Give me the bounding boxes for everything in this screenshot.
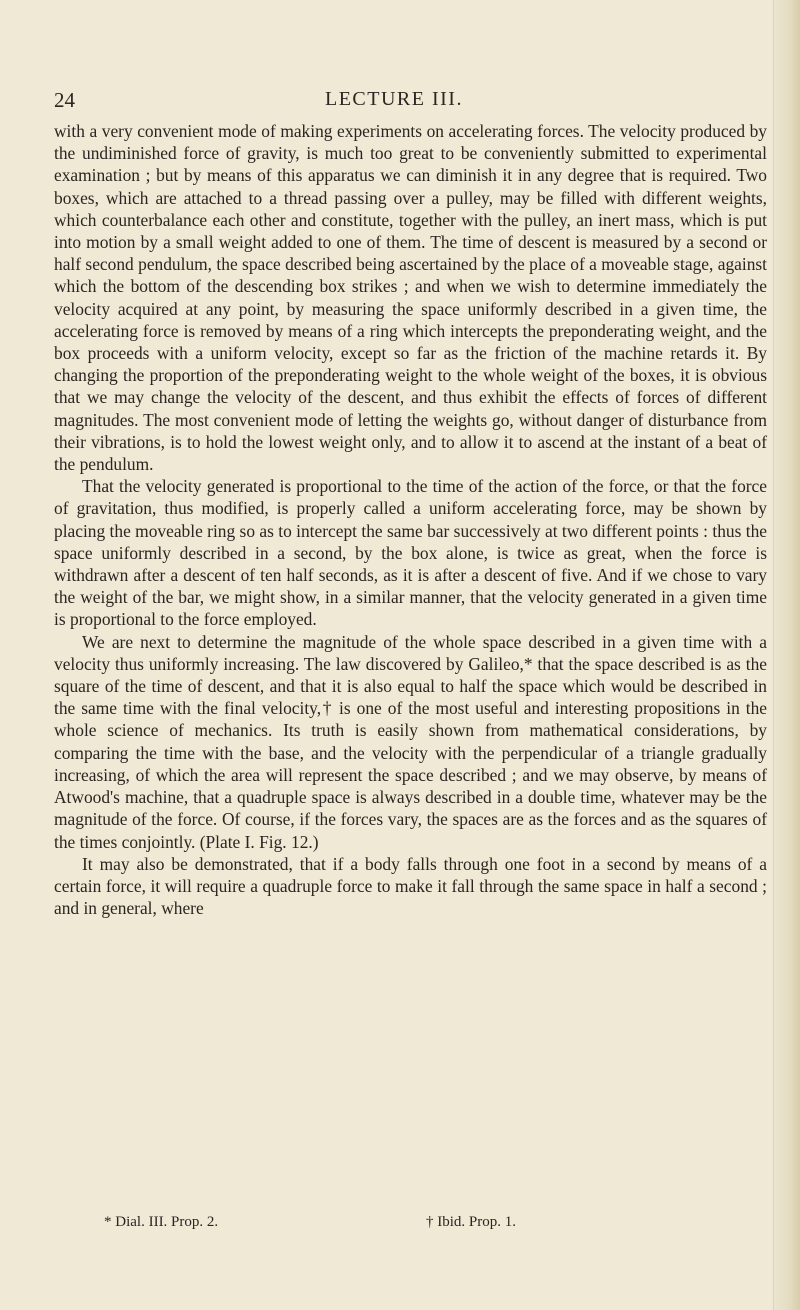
page-edge [773,0,800,1310]
running-head: LECTURE III. [325,88,463,110]
footnote: † Ibid. Prop. 1. [426,1214,516,1230]
body-text [54,120,767,919]
footnote: * Dial. III. Prop. 2. [104,1214,219,1230]
paragraph: That the velocity generated is proportional to the time of the action of the force, or that the force of gravitation, thus modified, is properly called a uniform accelerating force, may be shown by placing the moveable ring so as to intercept the same bar successively at two different points : thus the space uniformly described in a second, by the box alone, is twice as great, when the force is withdrawn after a descent of ten half seconds, as it is after a descent of five. And if we chose to vary the weight of the bar, we might show, in a similar manner, that the velocity generated in a given time is proportional to the force employed. [54,476,767,630]
page-number: 24 [54,88,75,112]
page-header [54,88,734,118]
paragraph: It may also be demonstrated, that if a body falls through one foot in a second by means of a certain force, it will require a quadruple force to make it fall through the same space in half a second ; and in general, where [54,853,767,919]
paragraph: We are next to determine the magnitude of the whole space described in a given time with a velocity thus uniformly increasing. The law discovered by Galileo,* that the space described is as the square of the time of descent, and that it is also equal to half the space which would be described in the same time with the final velocity,† is one of the most useful and interesting propositions in the whole science of mechanics. Its truth is easily shown from mathematical considerations, by comparing the time with the base, and the velocity with the perpendicular of a triangle gradually increasing, of which the area will represent the space described ; and we may observe, by means of Atwood's machine, that a quadruple space is always described in a double time, whatever may be the magnitude of the force. Of course, if the forces vary, the spaces are as the forces and as the squares of the times conjointly. (Plate I. Fig. 12.) [54,631,767,852]
paragraph: with a very convenient mode of making experiments on accelerating forces. The velocity produced by the undiminished force of gravity, is much too great to be conveniently submitted to experimental examination ; but by means of this apparatus we can diminish it in any degree that is required. Two boxes, which are attached to a thread passing over a pulley, may be filled with different weights, which counterbalance each other and constitute, together with the pulley, an inert mass, which is put into motion by a small weight added to one of them. The time of descent is measured by a second or half second pendulum, the space described being ascertained by the place of a moveable stage, against which the bottom of the descending box strikes ; and when we wish to determine immediately the velocity acquired at any point, by measuring the space uniformly described in a given time, the accelerating force is removed by means of a ring which intercepts the preponderating weight, and the box proceeds with a uniform velocity, except so far as the friction of the machine retards it. By changing the proportion of the preponderating weight to the whole weight of the boxes, it is obvious that we may change the velocity of the descent, and thus exhibit the effects of forces of different magnitudes. The most convenient mode of letting the weights go, without danger of disturbance from their vibrations, is to hold the lowest weight only, and to allow it to ascend at the instant of a beat of the pendulum. [54,121,767,475]
